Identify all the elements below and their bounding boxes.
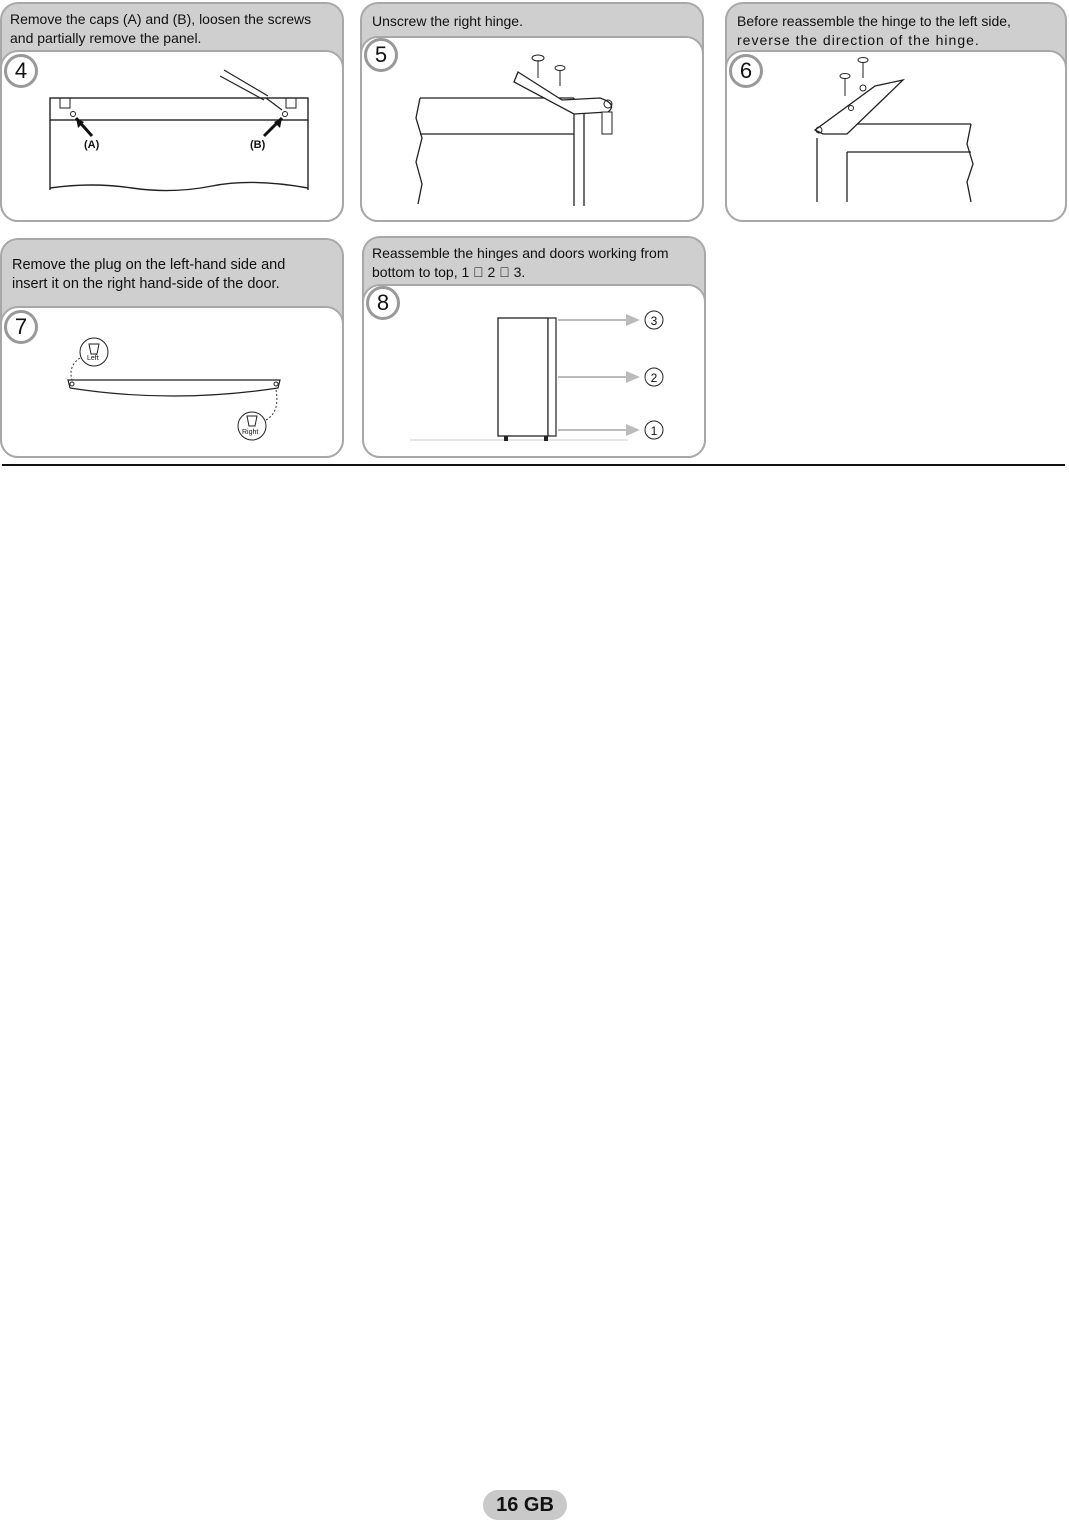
plug-left-label: Left	[87, 355, 99, 362]
step-6-caption-line1: Before reassemble the hinge to the left side,	[737, 13, 1011, 29]
step-7-caption	[12, 256, 334, 294]
step-7-panel	[0, 238, 344, 458]
label-a: (A)	[84, 139, 100, 151]
screwdriver-icon	[220, 70, 282, 110]
step-4-caption-line1: Remove the caps (A) and (B), loosen the screws	[10, 11, 312, 27]
marker-3: 3	[650, 314, 658, 328]
step-8-illustration	[364, 286, 706, 458]
page-number-badge: 16 GB	[483, 1490, 567, 1520]
step-5-illustration-area	[360, 36, 704, 222]
step-7-caption-line1: Remove the plug on the left-hand side and	[12, 257, 286, 273]
plug-right-label: Right	[242, 429, 259, 436]
step-6-illustration-area	[725, 50, 1067, 222]
step-6-caption	[737, 12, 1057, 50]
step-5-panel	[360, 2, 704, 222]
step-8-number: 8	[366, 286, 400, 320]
step-4-illustration	[2, 52, 344, 222]
step-4-caption-line2: and partially remove the panel.	[10, 30, 202, 46]
step-5-caption	[372, 12, 692, 31]
step-8-caption-line1: Reassemble the hinges and doors working from	[372, 245, 669, 261]
label-b: (B)	[250, 139, 266, 151]
section-divider	[2, 464, 1065, 466]
step-5-number: 5	[364, 38, 398, 72]
step-4-illustration-area	[0, 50, 344, 222]
step-7-caption-line2: insert it on the right hand-side of the door.	[12, 276, 280, 292]
step-6-caption-line2: reverse the direction of the hinge.	[737, 32, 980, 48]
step-5-illustration	[362, 38, 704, 222]
step-4-panel	[0, 2, 344, 222]
step-6-panel	[725, 2, 1069, 222]
step-4-number: 4	[4, 54, 38, 88]
step-7-illustration	[2, 308, 344, 458]
step-8-panel	[362, 236, 706, 458]
screw-icon	[532, 55, 565, 86]
step-7-illustration-area	[0, 306, 344, 458]
step-4-caption	[10, 10, 340, 48]
step-8-caption	[372, 244, 704, 282]
step-7-number: 7	[4, 310, 38, 344]
step-8-caption-line2: bottom to top, 1   2   3.	[372, 264, 526, 280]
screw-icon	[840, 58, 868, 97]
step-5-caption-line1: Unscrew the right hinge.	[372, 13, 523, 29]
step-6-number: 6	[729, 54, 763, 88]
step-8-illustration-area	[362, 284, 706, 458]
step-6-illustration	[727, 52, 1067, 222]
marker-2: 2	[650, 371, 658, 385]
marker-1: 1	[650, 424, 658, 438]
